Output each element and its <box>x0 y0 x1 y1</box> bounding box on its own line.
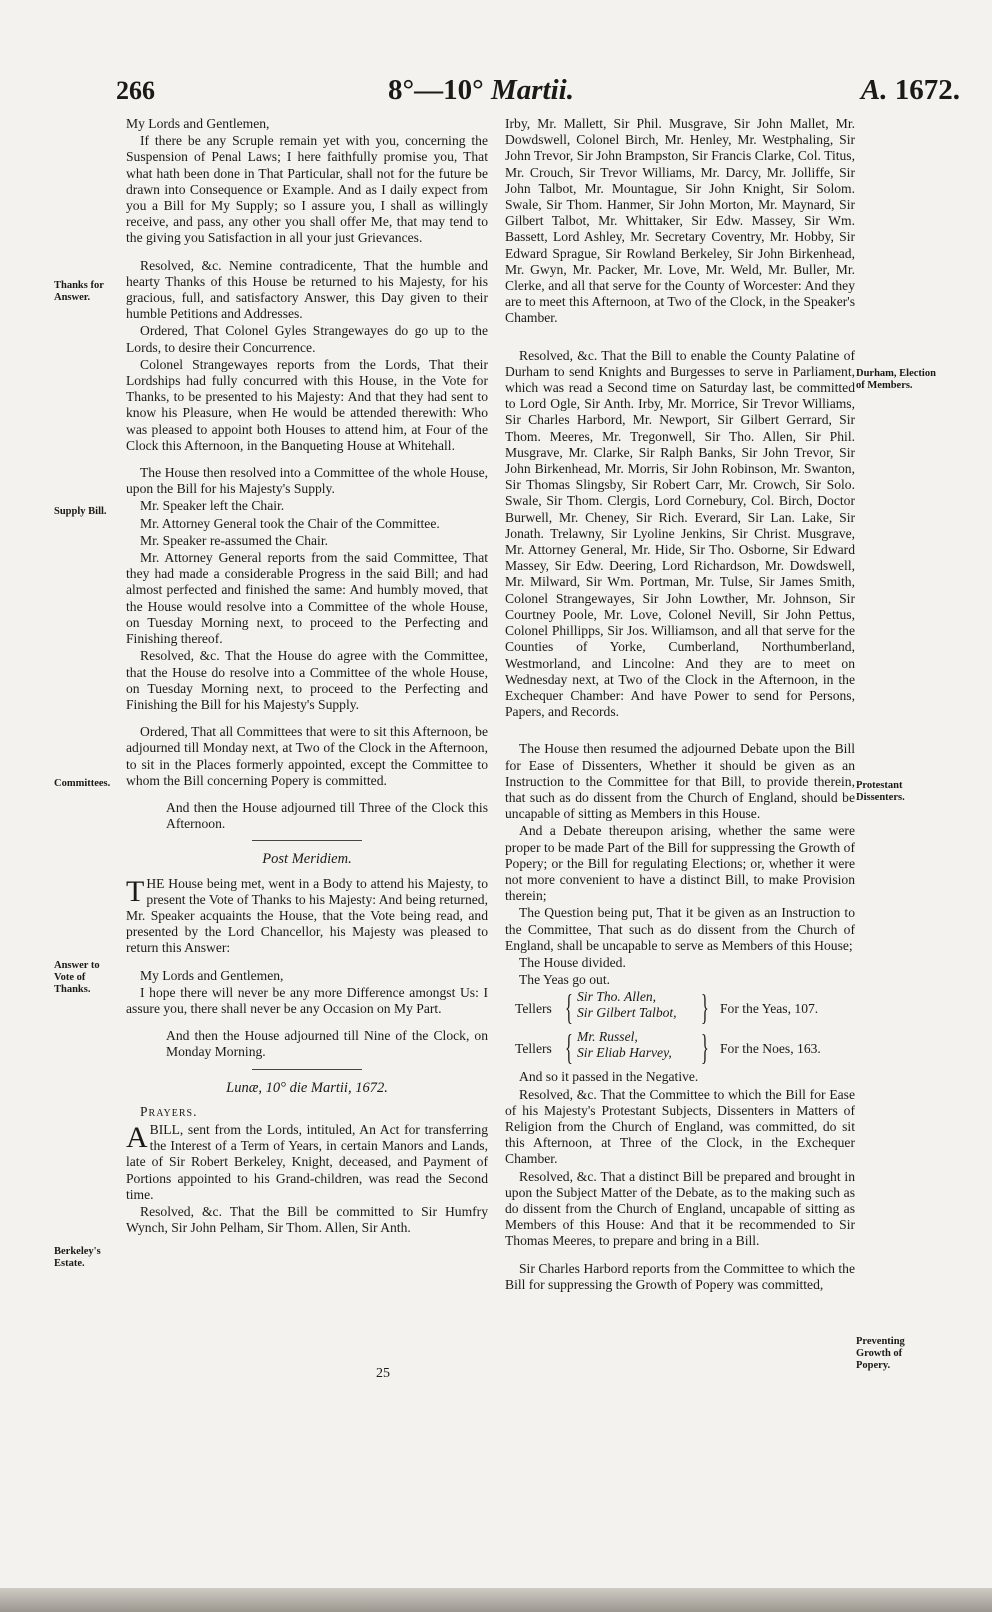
margin-note-popery: Preventing Growth of Popery. <box>856 1336 905 1371</box>
scan-edge <box>0 1588 992 1612</box>
paragraph: Ordered, That Colonel Gyles Strangewayes do go up to the Lords, to desire their Concurrence. <box>126 323 488 355</box>
page-header <box>110 76 960 112</box>
paragraph <box>126 876 488 957</box>
paragraph: If there be any Scruple remain yet with you, concerning the Suspension of Penal Laws; I here faithfully promise you, That what hath been done in That Particular, shall not for the future be drawn into Consequence or Example. And as I daily expect from you a Bill for My Supply; so I assure you, I shall as willingly receive, and pass, any other you shall offer Me, that may tend to the giving you Satisfaction in all your just Grievances. <box>126 133 488 246</box>
header-year-prefix: A. <box>860 74 888 106</box>
paragraph: Mr. Speaker re-assumed the Chair. <box>140 532 328 548</box>
paragraph: And then the House adjourned till Nine of the Clock, on Monday Morning. <box>166 1028 488 1060</box>
paragraph: And so it passed in the Negative. <box>519 1069 699 1085</box>
paragraph: Resolved, &c. That a distinct Bill be prepared and brought in upon the Subject Matter of the Debate, as to the making such as do dissent from the Church of England, uncapable of sitting as Members of this House: And that it be recommended to Sir Thomas Meeres, to prepare and bring in a Bill. <box>505 1168 855 1249</box>
paragraph: Irby, Mr. Mallett, Sir Phil. Musgrave, Sir John Mallet, Mr. Dowdswell, Colonel Birch, Mr. Henley, Mr. Westphaling, Sir John Trevor, Sir John Brampston, Sir Francis Clarke, Col. Titus, Mr. Crouch, Sir Trevor Williams, Mr. Darcy, Mr. Jolliffe, Sir John Talbot, Mr. Mountague, Sir John Knight, Sir Solom. Swale, Sir Thom. Hanmer, Sir John Morton, Mr. Maynard, Sir Gilbert Talbot, Mr. Whittaker, Sir Edw. Massey, Sir Wm. Bassett, Lord Ashley, Mr. Secretary Coventry, Mr. Hobby, Sir Edward Sprague, Sir Rowland Berkeley, Sir John Birkenhead, Mr. Gwyn, Mr. Packer, Mr. Love, Mr. Weld, Mr. Buller, Mr. Clerke, and all that serve for the County of Worcester: And they are to meet this Afternoon, at Two of the Clock, in the Speaker's Chamber. <box>505 116 855 326</box>
brace: } <box>701 1027 709 1068</box>
paragraph: The House then resumed the adjourned Debate upon the Bill for Ease of Dissenters, Whether it should be given as an Instruction to the Committee for that Bill, to provide therein, that such as do dissent from the Church of England, should be uncapable of sitting as Members in this House. <box>505 741 855 822</box>
header-days: 8°—10° <box>388 74 491 106</box>
left-column <box>126 116 488 1237</box>
drop-cap: A <box>126 1120 148 1154</box>
paragraph-text: HE House being met, went in a Body to attend his Majesty, to present the Vote of Thanks to his Majesty: And being returned, Mr. Speaker acquaints the House, that the Vote being read, and presented by the Lord Chancellor, his Majesty was pleased to return this Answer: <box>126 875 488 956</box>
teller-name: Sir Gilbert Talbot, <box>577 1005 677 1021</box>
paragraph: Resolved, &c. Nemine contradicente, That the humble and hearty Thanks of this House be returned to his Majesty, for his gracious, full, and satisfactory Answer, this Day given to their humble Petitions and Addresses. <box>126 257 488 322</box>
section-rule <box>252 840 362 841</box>
section-rule <box>252 1069 362 1070</box>
paragraph: And a Debate thereupon arising, whether the same were proper to be made Part of the Bill for suppressing the Growth of Popery; or the Bill for regulating Elections; or, whether it were not more convenient to have a distinct Bill, to make Provision therein; <box>505 823 855 904</box>
header-date <box>388 74 574 107</box>
paragraph: My Lords and Gentlemen, <box>140 967 284 983</box>
division-result: For the Yeas, 107. <box>720 1001 819 1017</box>
paragraph: Resolved, &c. That the House do agree with the Committee, that the House do resolve into a Committee of the whole House, on Tuesday Morning next, to proceed to the Perfecting and Finishing the Bill for his Majesty's Supply. <box>126 648 488 712</box>
page-number: 266 <box>116 76 155 105</box>
paragraph: The Yeas go out. <box>519 972 611 988</box>
header-year <box>861 74 960 107</box>
paragraph: Colonel Strangewayes reports from the Lords, That their Lordships had fully concurred with this House, in the Vote for Thanks, to be presented to his Majesty: And that they had sent to know his Pleasure, when He would be attended therewith: Who was pleased to appoint both Houses to attend him, at Four of the Clock this Afternoon, in the Banqueting House at Whitehall. <box>126 356 488 453</box>
teller-name: Mr. Russel, <box>577 1029 638 1045</box>
paragraph-text: BILL, sent from the Lords, intituled, An Act for transferring the Interest of a Term of Years, in certain Manors and Lands, late of Sir Robert Berkeley, Knight, deceased, and Payment of Portions appointed to his Grand-children, was read the Second time. <box>126 1121 488 1202</box>
margin-note-protestant: Protestant Dissenters. <box>856 780 905 803</box>
margin-note-answer: Answer to Vote of Thanks. <box>54 960 100 995</box>
paragraph: Mr. Speaker left the Chair. <box>140 498 285 514</box>
paragraph: The House then resolved into a Committee of the whole House, upon the Bill for his Majesty's Supply. <box>126 465 488 497</box>
paragraph: Mr. Attorney General reports from the said Committee, That they had made a considerable Progress in the said Bill; and had almost perfected and finished the same: And humbly moved, that the House would resolve into a Committee of the whole House, on Tuesday Morning next, to proceed to the Perfecting and Finishing thereof. <box>126 550 488 647</box>
brace: { <box>565 1027 573 1068</box>
paragraph: Mr. Attorney General took the Chair of the Committee. <box>140 515 440 531</box>
header-year-number: 1672. <box>887 74 960 106</box>
teller-name: Sir Eliab Harvey, <box>577 1045 672 1061</box>
section-title: Post Meridiem. <box>262 851 352 868</box>
tellers-yeas <box>515 989 855 1029</box>
paragraph: Ordered, That all Committees that were to sit this Afternoon, be adjourned till Monday next, at Two of the Clock in the Afternoon, to sit in the Places formerly appointed, except the Committee to whom the Bill concerning Popery is committed. <box>126 724 488 788</box>
brace: { <box>565 987 573 1028</box>
right-column <box>505 116 855 1294</box>
day-title: Lunæ, 10° die Martii, 1672. <box>226 1079 388 1096</box>
paragraph: The House divided. <box>519 954 626 970</box>
margin-note-committees: Committees. <box>54 778 111 789</box>
margin-note-thanks: Thanks for Answer. <box>54 280 104 303</box>
prayers-heading: Prayers. <box>140 1103 198 1119</box>
paragraph: And then the House adjourned till Three of the Clock this Afternoon. <box>166 799 488 832</box>
paragraph: Resolved, &c. That the Bill be committed to Sir Humfry Wynch, Sir John Pelham, Sir Thom. Allen, Sir Anth. <box>126 1203 488 1236</box>
drop-cap: T <box>126 874 145 908</box>
paragraph <box>126 1122 488 1203</box>
paragraph: Resolved, &c. That the Committee to which the Bill for Ease of his Majesty's Protestant Subjects, Dissenters in Matters of Religion from the Church of England, was committed, do sit this Afternoon, at Three of the Clock, in the Exchequer Chamber. <box>505 1086 855 1167</box>
tellers-noes <box>515 1029 855 1069</box>
division-result: For the Noes, 163. <box>720 1041 821 1057</box>
paragraph: I hope there will never be any more Difference amongst Us: I assure you, there shall never be any Occasion on My Part. <box>126 984 488 1016</box>
margin-note-berkeley: Berkeley's Estate. <box>54 1246 101 1269</box>
brace: } <box>701 987 709 1028</box>
header-month: Martii. <box>490 74 574 106</box>
paragraph: The Question being put, That it be given as an Instruction to the Committee, That such as do dissent from the Church of England, shall be uncapable to serve as Members of this House; <box>505 905 855 953</box>
paragraph: My Lords and Gentlemen, <box>126 116 270 131</box>
teller-name: Sir Tho. Allen, <box>577 989 657 1005</box>
paragraph: Sir Charles Harbord reports from the Committee to which the Bill for suppressing the Growth of Popery was committed, <box>505 1260 855 1292</box>
margin-note-supply: Supply Bill. <box>54 506 107 517</box>
tellers-label: Tellers <box>515 1001 552 1017</box>
signature-mark: 25 <box>376 1366 390 1381</box>
paragraph: Resolved, &c. That the Bill to enable the County Palatine of Durham to send Knights and Burgesses to serve in Parliament, which was read a Second time on Saturday last, be committed to Lord Ogle, Sir Anth. Irby, Mr. Morrice, Sir Trevor Williams, Sir Charles Harbord, Mr. Newport, Sir Gilbert Gerrard, Sir Thom. Meeres, Mr. Tregonwell, Sir Tho. Allen, Sir Phil. Musgrave, Mr. Clarke, Sir Ralph Banks, Sir John Trevor, Sir John Birkenhead, Mr. Morris, Sir John Robinson, Mr. Swanton, Sir Thomas Slingsby, Sir Robert Carr, Mr. Crowch, Sir Solo. Swale, Sir Thom. Clergis, Lord Cornebury, Col. Birch, Doctor Burwell, Mr. Cheney, Sir Rich. Everard, Sir Lan. Lake, Sir Jonath. Trelawny, Sir Lyoline Jenkins, Sir Christ. Musgrave, Mr. Attorney General, Mr. Hide, Sir Tho. Osborne, Sir Edward Massey, Sir Edw. Deering, Lord Richardson, Mr. Dowdswell, Mr. Milward, Sir Wm. Portman, Mr. Tulse, Sir James Smith, Colonel Strangewayes, Sir John Lowther, Mr. Johnson, Sir Courtney Poole, Mr. Love, Colonel Nevill, Sir John Pettus, Colonel Phillipps, Sir Jos. Williamson, and all that serve for the Counties of Yorke, Cumberland, Northumberland, Westmorland, and Lincolne: And they are to meet on Wednesday next, at Two of the Clock in the Afternoon, in the Exchequer Chamber: And have Power to send for Persons, Papers, and Records. <box>505 347 855 720</box>
margin-note-durham: Durham, Election of Members. <box>856 368 936 391</box>
tellers-label: Tellers <box>515 1041 552 1057</box>
